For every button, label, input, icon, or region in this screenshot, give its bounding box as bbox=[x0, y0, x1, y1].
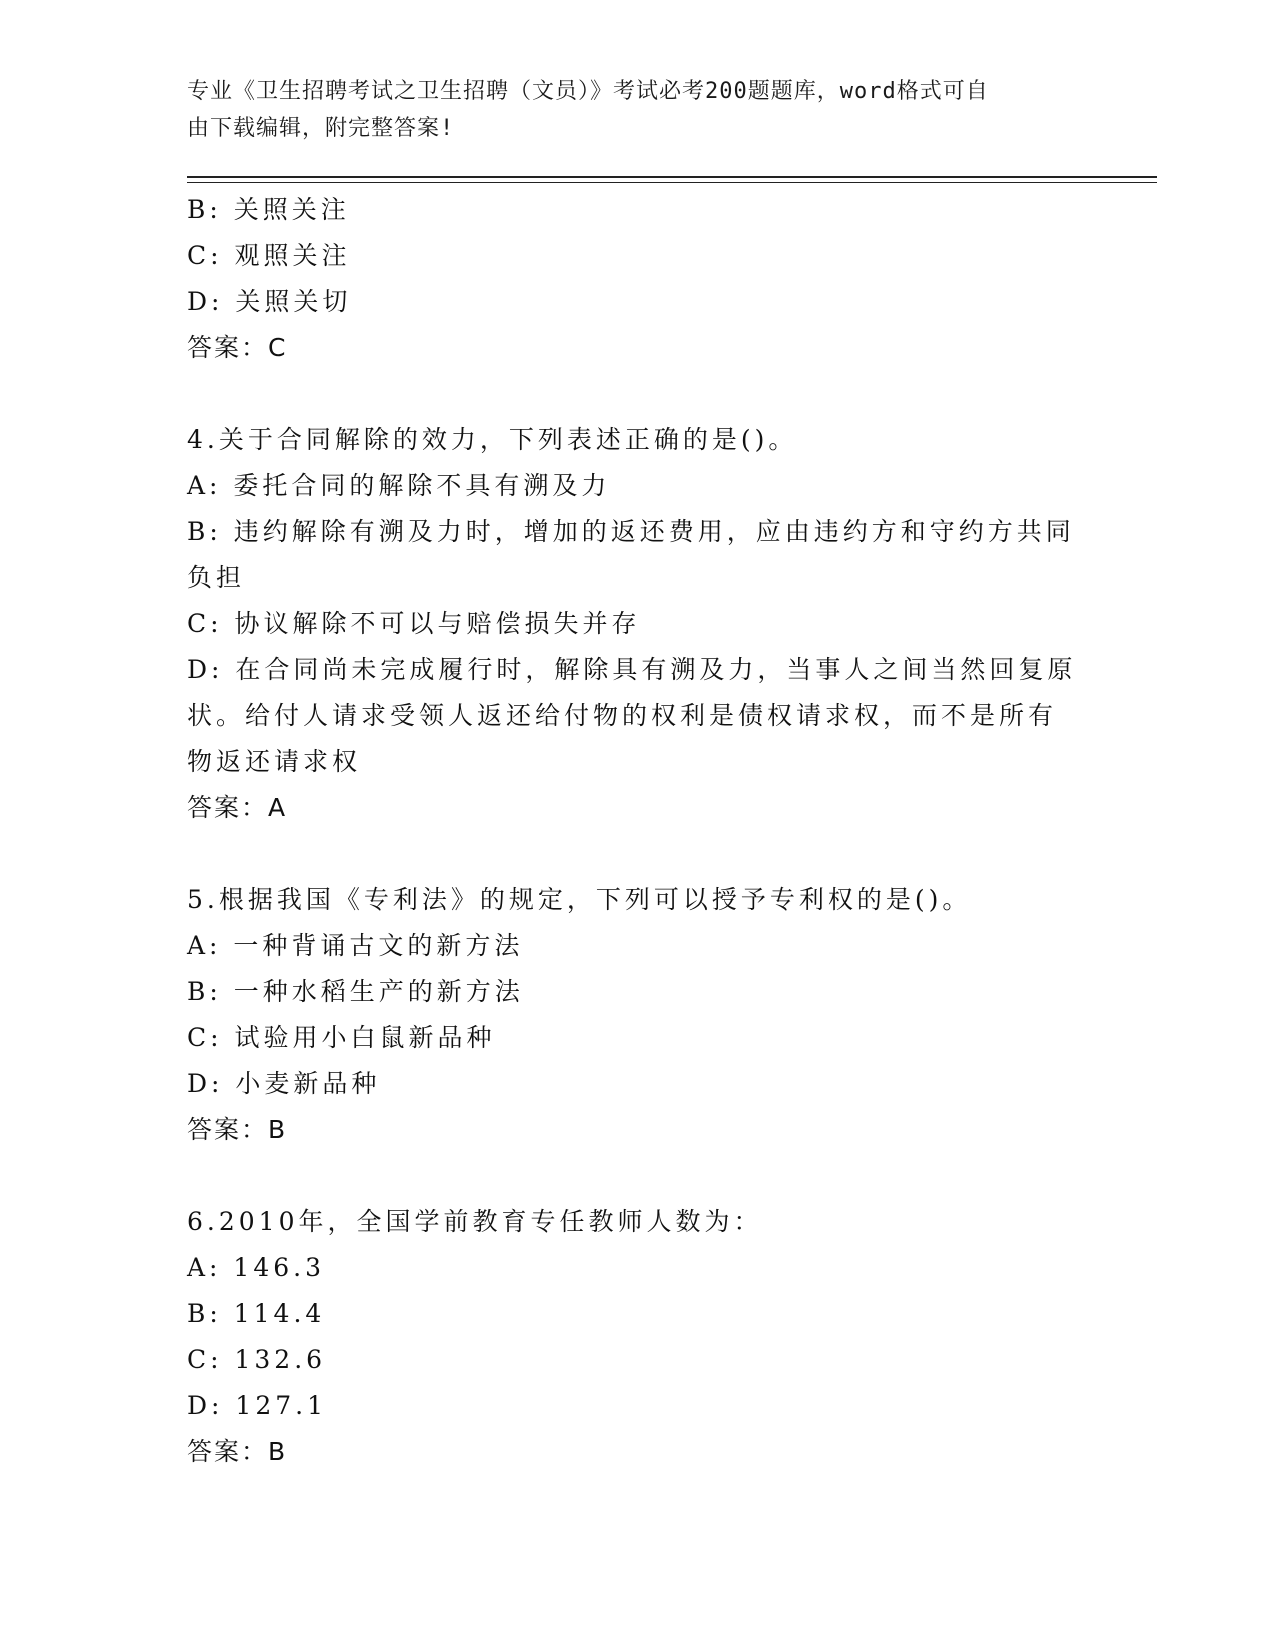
option-c: C: 试验用小白鼠新品种 bbox=[187, 1023, 496, 1052]
question-fragment bbox=[187, 187, 1087, 371]
option-c: C: 观照关注 bbox=[187, 241, 351, 270]
option-d: D: 在合同尚未完成履行时，解除具有溯及力，当事人之间当然回复原 bbox=[187, 655, 1077, 684]
option-d: D: 小麦新品种 bbox=[187, 1069, 381, 1098]
question-6 bbox=[187, 1199, 1087, 1475]
option-c: C: 协议解除不可以与赔偿损失并存 bbox=[187, 609, 641, 638]
option-b: B: 关照关注 bbox=[187, 195, 350, 224]
option-a: A: 一种背诵古文的新方法 bbox=[187, 931, 524, 960]
answer-line: 答案：C bbox=[187, 333, 288, 362]
question-5 bbox=[187, 877, 1087, 1153]
question-stem: 4.关于合同解除的效力，下列表述正确的是()。 bbox=[187, 425, 798, 454]
spacer bbox=[187, 371, 1087, 417]
question-stem: 5.根据我国《专利法》的规定，下列可以授予专利权的是()。 bbox=[187, 885, 972, 914]
answer-line: 答案：B bbox=[187, 1115, 288, 1144]
option-d: D: 127.1 bbox=[187, 1391, 327, 1420]
option-d: D: 关照关切 bbox=[187, 287, 352, 316]
header-line-1: 专业《卫生招聘考试之卫生招聘（文员）》考试必考200题题库，word格式可自 bbox=[187, 79, 989, 104]
answer-line: 答案：A bbox=[187, 793, 288, 822]
spacer bbox=[187, 1153, 1087, 1199]
option-a: A: 146.3 bbox=[187, 1253, 325, 1282]
header-line-2: 由下载编辑，附完整答案! bbox=[187, 116, 455, 141]
spacer bbox=[187, 831, 1087, 877]
question-list bbox=[187, 187, 1087, 1475]
option-d-continued: 状。给付人请求受领人返还给付物的权利是债权请求权，而不是所有 bbox=[187, 701, 1058, 730]
option-b-continued: 负担 bbox=[187, 563, 246, 592]
option-b: B: 114.4 bbox=[187, 1299, 326, 1328]
option-d-continued: 物返还请求权 bbox=[187, 747, 362, 776]
header-rule-thick bbox=[187, 176, 1157, 178]
question-4 bbox=[187, 417, 1087, 831]
option-c: C: 132.6 bbox=[187, 1345, 327, 1374]
header-rule-thin bbox=[187, 182, 1157, 183]
option-b: B: 违约解除有溯及力时，增加的返还费用，应由违约方和守约方共同 bbox=[187, 517, 1075, 546]
answer-line: 答案：B bbox=[187, 1437, 288, 1466]
option-b: B: 一种水稻生产的新方法 bbox=[187, 977, 524, 1006]
question-stem: 6.2010年，全国学前教育专任教师人数为： bbox=[187, 1207, 763, 1236]
document-header bbox=[187, 73, 1067, 147]
option-a: A: 委托合同的解除不具有溯及力 bbox=[187, 471, 611, 500]
